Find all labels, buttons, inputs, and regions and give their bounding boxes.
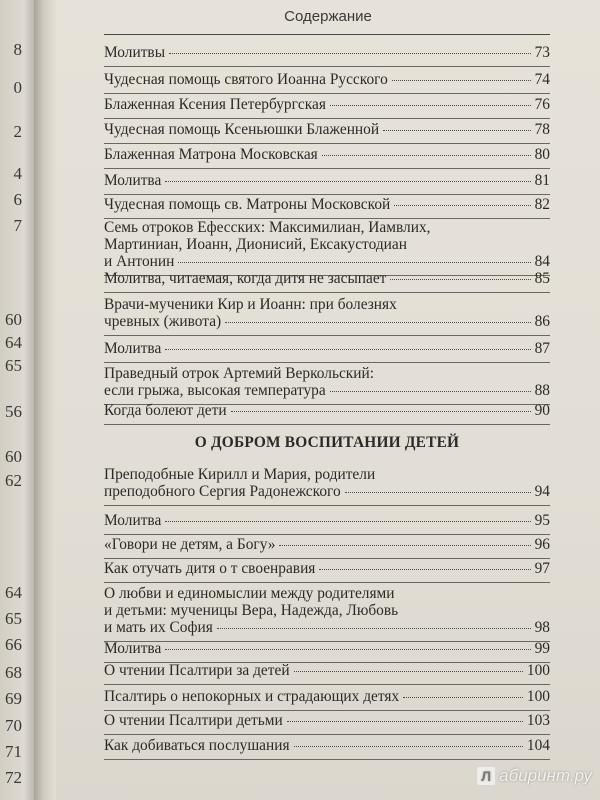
toc-entry-title-line: преподобного Сергия Радонежского <box>104 483 341 500</box>
toc-page-number: 100 <box>526 688 550 705</box>
left-page-number: 66 <box>5 635 22 654</box>
toc-entry <box>104 402 550 419</box>
toc-entry <box>104 196 550 213</box>
toc-page-number: 87 <box>534 340 550 357</box>
entry-separator <box>104 710 550 711</box>
toc-entry-title-line: Преподобные Кирилл и Мария, родители <box>104 466 376 483</box>
dot-leader <box>322 155 531 156</box>
left-page-number: 69 <box>5 689 22 708</box>
toc-entry <box>104 536 550 553</box>
toc-page-number: 73 <box>534 44 550 61</box>
watermark-text: абиринт.ру <box>499 766 592 785</box>
dot-leader <box>287 721 523 722</box>
left-page-number: 60 <box>5 310 22 329</box>
toc-page-number: 98 <box>534 619 550 636</box>
toc-entry <box>104 688 550 705</box>
toc-entry <box>104 512 550 529</box>
toc-entry-title-line: Как отучать дитя о т своенравия <box>104 560 316 577</box>
toc-entry <box>104 737 550 754</box>
left-page-number: 68 <box>5 663 22 682</box>
dot-leader <box>394 205 530 206</box>
entry-separator <box>104 424 550 425</box>
toc-entry <box>104 71 550 88</box>
toc-entry-title-line: и Антонин <box>104 253 175 270</box>
toc-page-number: 82 <box>534 196 550 213</box>
toc-page-number: 103 <box>526 712 550 729</box>
toc-entry-title-line: Блаженная Матрона Московская <box>104 146 318 163</box>
dot-leader <box>169 53 531 54</box>
toc-entry <box>104 466 550 500</box>
left-page-number: 65 <box>5 609 22 628</box>
toc-entry-title-line: Праведный отрок Артемий Веркольский: <box>104 365 375 382</box>
toc-page-number: 88 <box>534 382 550 399</box>
toc-entry <box>104 44 550 61</box>
left-page-number: 7 <box>13 216 22 235</box>
header-rule <box>104 34 550 35</box>
toc-page-number: 86 <box>534 313 550 330</box>
entry-separator <box>104 734 550 735</box>
dot-leader <box>345 492 531 493</box>
toc-page-number: 97 <box>534 560 550 577</box>
entry-separator <box>104 558 550 559</box>
entry-separator <box>104 335 550 336</box>
entry-separator <box>104 66 550 67</box>
toc-entry-title-line: Молитва, читаемая, когда дитя не засыпает <box>104 270 387 287</box>
toc-page-number: 100 <box>526 662 550 679</box>
dot-leader <box>165 521 530 522</box>
toc-entry-title-line: Когда болеют дети <box>104 402 227 419</box>
toc-entry-title-line: Чудесная помощь святого Иоанна Русского <box>104 71 388 88</box>
book-gutter <box>34 0 56 800</box>
left-page-number: 56 <box>5 402 22 421</box>
toc-entry-title-line: Молитвы <box>104 44 166 61</box>
dot-leader <box>165 649 530 650</box>
toc-entry-title-line: Мартиниан, Иоанн, Дионисий, Ексакустодиан <box>104 236 407 253</box>
entry-separator <box>104 759 550 760</box>
section-title: О ДОБРОМ ВОСПИТАНИИ ДЕТЕЙ <box>194 434 460 451</box>
dot-leader <box>403 697 523 698</box>
labirint-logo-icon: Л <box>477 767 495 785</box>
toc-entry-title-line: Молитва <box>104 172 162 189</box>
left-page-number: 64 <box>5 333 22 352</box>
toc-entry <box>104 340 550 357</box>
toc-entry-title-line: О чтении Псалтири детьми <box>104 712 283 729</box>
toc-page-number: 74 <box>534 71 550 88</box>
toc-page-number: 95 <box>534 512 550 529</box>
toc-page-number: 76 <box>534 96 550 113</box>
entry-separator <box>104 534 550 535</box>
entry-separator <box>104 93 550 94</box>
dot-leader <box>319 569 530 570</box>
toc-entry-title-line: Семь отроков Ефесских: Максимилиан, Иамвлих, <box>104 219 431 236</box>
toc-entry-title-line: О чтении Псалтири за детей <box>104 662 290 679</box>
left-page <box>0 0 34 800</box>
toc-entry <box>104 296 550 330</box>
dot-leader <box>231 411 531 412</box>
toc-page-number: 94 <box>534 483 550 500</box>
left-page-number: 6 <box>13 190 22 209</box>
watermark <box>477 766 592 786</box>
toc-page-number: 80 <box>534 146 550 163</box>
left-page-number: 2 <box>13 122 22 141</box>
toc-entry-title-line: Как добиваться послушания <box>104 737 290 754</box>
toc-entry-title-line: Молитва <box>104 640 162 657</box>
toc-page-number: 99 <box>534 640 550 657</box>
entry-separator <box>104 143 550 144</box>
dot-leader <box>294 671 523 672</box>
toc-entry-title-line: Врачи-мученики Кир и Иоанн: при болезнях <box>104 296 397 313</box>
left-page-number: 70 <box>5 716 22 735</box>
toc-page-number: 96 <box>534 536 550 553</box>
toc-entry-title-line: О любви и единомыслии между родителями <box>104 585 395 602</box>
left-page-number: 65 <box>5 356 22 375</box>
toc-entry <box>104 662 550 679</box>
toc-page-number: 84 <box>534 253 550 270</box>
dot-leader <box>165 349 530 350</box>
toc-entry-title-line: Чудесная помощь св. Матроны Московской <box>104 196 391 213</box>
left-page-number: 64 <box>5 583 22 602</box>
toc-entry-title-line: Чудесная помощь Ксеньюшки Блаженной <box>104 121 380 138</box>
toc-entry <box>104 219 550 270</box>
running-header: Содержание <box>284 8 372 25</box>
left-page-number: 60 <box>5 447 22 466</box>
dot-leader <box>330 391 531 392</box>
toc-entry <box>104 121 550 138</box>
dot-leader <box>383 130 531 131</box>
entry-separator <box>104 582 550 583</box>
toc-page-number: 90 <box>534 402 550 419</box>
toc-entry-title-line: и мать их София <box>104 619 213 636</box>
toc-entry-title-line: Молитва <box>104 340 162 357</box>
dot-leader <box>390 279 530 280</box>
toc-page-number: 78 <box>534 121 550 138</box>
left-page-number: 71 <box>5 742 22 761</box>
dot-leader <box>330 105 531 106</box>
toc-entry <box>104 640 550 657</box>
toc-entry-title-line: и детьми: мученицы Вера, Надежда, Любовь <box>104 602 399 619</box>
left-page-number: 8 <box>13 40 22 59</box>
right-page <box>56 0 600 800</box>
dot-leader <box>294 746 523 747</box>
toc-entry-title-line: если грыжа, высокая температура <box>104 382 326 399</box>
toc-entry-title-line: чревных (живота) <box>104 313 222 330</box>
toc-entry-title-line: Блаженная Ксения Петербургская <box>104 96 326 113</box>
entry-separator <box>104 684 550 685</box>
dot-leader <box>217 628 531 629</box>
dot-leader <box>392 80 531 81</box>
toc-page-number: 81 <box>534 172 550 189</box>
toc-entry-title-line: «Говори не детям, а Богу» <box>104 536 276 553</box>
toc-page-number: 85 <box>534 270 550 287</box>
dot-leader <box>225 322 530 323</box>
toc-entry <box>104 365 550 399</box>
toc-entry-title-line: Молитва <box>104 512 162 529</box>
dot-leader <box>178 262 530 263</box>
left-page-number: 4 <box>13 164 22 183</box>
dot-leader <box>279 545 530 546</box>
entry-separator <box>104 118 550 119</box>
entry-separator <box>104 362 550 363</box>
toc-entry <box>104 712 550 729</box>
toc-entry <box>104 270 550 287</box>
entry-separator <box>104 168 550 169</box>
toc-entry <box>104 146 550 163</box>
toc-entry <box>104 172 550 189</box>
left-page-number: 0 <box>13 78 22 97</box>
toc-entry <box>104 560 550 577</box>
toc-entry-title-line: Псалтирь о непокорных и страдающих детях <box>104 688 400 705</box>
toc-entry <box>104 585 550 636</box>
entry-separator <box>104 292 550 293</box>
entry-separator <box>104 505 550 506</box>
dot-leader <box>165 181 530 182</box>
toc-entry <box>104 96 550 113</box>
left-page-number: 72 <box>5 768 22 787</box>
toc-page-number: 104 <box>526 737 550 754</box>
entry-separator <box>104 194 550 195</box>
left-page-number: 62 <box>5 471 22 490</box>
